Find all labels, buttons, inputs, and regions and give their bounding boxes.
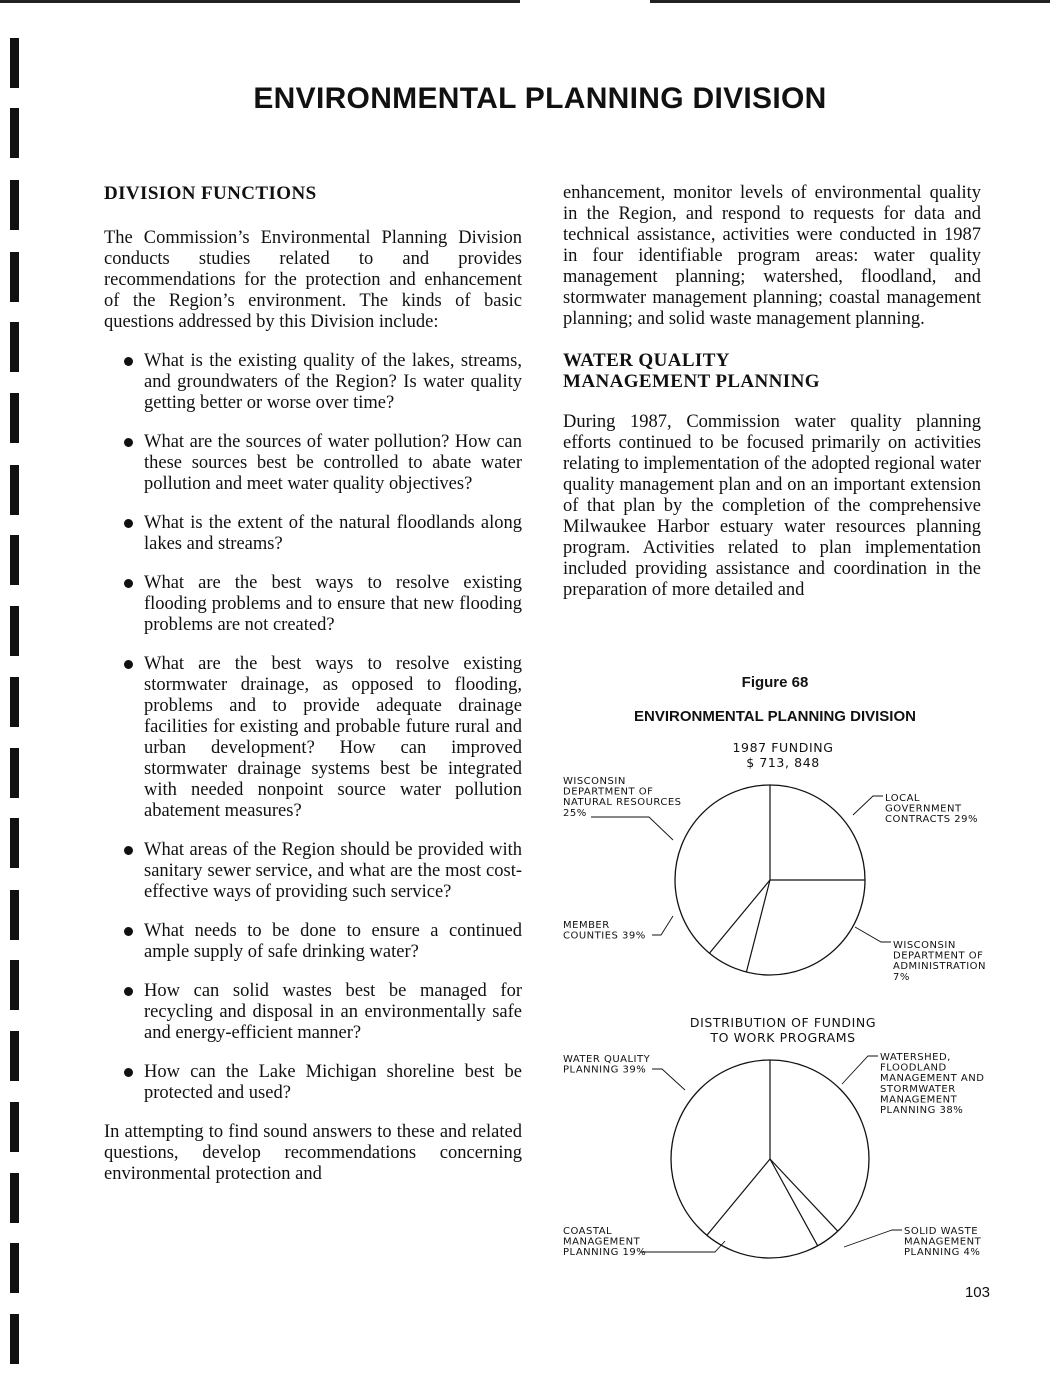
top-edge-scan-line xyxy=(0,0,520,3)
list-item-text: What is the existing quality of the lakes, streams, and groundwaters of the Region? Is water quality getting better or worse over time? xyxy=(144,351,522,413)
chart-title: DISTRIBUTION OF FUNDING xyxy=(689,1015,877,1030)
binding-mark xyxy=(10,393,19,443)
chart-subtitle: TO WORK PROGRAMS xyxy=(710,1030,856,1045)
pie-slice-label: LOCAL GOVERNMENT CONTRACTS 29% xyxy=(885,793,978,826)
binding-mark xyxy=(10,818,19,868)
list-item-text: How can the Lake Michigan shoreline best be protected and used? xyxy=(144,1062,522,1103)
list-item xyxy=(104,981,522,1044)
intro-paragraph: The Commission’s Environmental Planning Division conducts studies related to and provides recommendations for the protection and enhancement of the Region’s environment. The kinds of basic questions addressed by this Division include: xyxy=(104,228,522,332)
figure-number: Figure 68 xyxy=(741,674,809,691)
binding-mark xyxy=(10,1243,19,1293)
list-item-text: What needs to be done to ensure a continued ample supply of safe drinking water? xyxy=(144,921,522,962)
list-item xyxy=(104,921,522,963)
chart-title: 1987 FUNDING xyxy=(732,740,834,755)
closing-paragraph: In attempting to find sound answers to these and related questions, develop recommendations concerning environmental protection and xyxy=(104,1122,522,1184)
binding-mark xyxy=(10,180,19,230)
binding-mark xyxy=(10,890,19,940)
list-item-text: What are the best ways to resolve existing flooding problems and to ensure that new flooding problems are not created? xyxy=(144,573,522,635)
leader-line xyxy=(652,916,673,935)
heading-line: MANAGEMENT PLANNING xyxy=(563,371,820,392)
binding-mark xyxy=(10,1102,19,1152)
list-item-text: What is the extent of the natural floodlands along lakes and streams? xyxy=(144,513,522,554)
leader-line xyxy=(842,1056,878,1084)
pie-slice-label: COASTAL MANAGEMENT PLANNING 19% xyxy=(563,1226,647,1259)
binding-mark xyxy=(10,677,19,727)
top-edge-scan-line xyxy=(650,0,1050,3)
pie-slice-label: WATERSHED, FLOODLAND MANAGEMENT AND STORMWATER MANAGEMENT PLANNING 38% xyxy=(880,1052,985,1116)
binding-mark xyxy=(10,38,19,88)
bullet-icon xyxy=(124,927,133,936)
pie-slice-label: WISCONSIN DEPARTMENT OF NATURAL RESOURCES 25% xyxy=(563,776,682,819)
list-item xyxy=(104,351,522,414)
right-column xyxy=(563,183,981,601)
pie-slice-label: WISCONSIN DEPARTMENT OF ADMINISTRATION 7% xyxy=(893,940,987,983)
binding-mark xyxy=(10,535,19,585)
pie-slice-label: MEMBER COUNTIES 39% xyxy=(563,920,646,942)
page-title: ENVIRONMENTAL PLANNING DIVISION xyxy=(253,82,827,115)
list-item-text: What are the best ways to resolve existing stormwater drainage, as opposed to flooding, problems and to provide adequate drainage facilities for existing and probable future rural and urban development? How can improved stormwater drainage systems best be integrated with needed nonpoint source water pollution abatement measures? xyxy=(144,654,522,821)
water-quality-heading xyxy=(563,350,981,392)
bullet-icon xyxy=(124,357,133,366)
list-item xyxy=(104,513,522,555)
list-item-text: What are the sources of water pollution? How can these sources best be controlled to abate water pollution and meet water quality objectives? xyxy=(144,432,522,494)
bullet-icon xyxy=(124,660,133,669)
left-column xyxy=(104,183,522,1185)
figure-title: ENVIRONMENTAL PLANNING DIVISION xyxy=(634,708,916,725)
binding-mark xyxy=(10,322,19,372)
question-list xyxy=(104,351,522,1104)
chart-subtitle: $ 713, 848 xyxy=(746,755,820,770)
list-item xyxy=(104,1062,522,1104)
bullet-icon xyxy=(124,579,133,588)
binding-mark xyxy=(10,1173,19,1223)
binding-mark xyxy=(10,252,19,302)
leader-line xyxy=(591,817,673,840)
leader-line xyxy=(844,1230,902,1247)
leader-line xyxy=(652,1069,685,1090)
binding-mark xyxy=(10,606,19,656)
leader-line xyxy=(855,927,891,942)
water-quality-paragraph: During 1987, Commission water quality planning efforts continued to be focused primarily on activities relating to implementation of the adopted regional water quality management plan and on an important extension of that plan by the completion of the comprehensive Milwaukee Harbor estuary water resources planning program. Activities related to plan implementation included providing assistance and coordination in the preparation of more detailed and xyxy=(563,412,981,600)
bullet-icon xyxy=(124,987,133,996)
continuation-paragraph: enhancement, monitor levels of environmental quality in the Region, and respond to requests for data and technical assistance, activities were conducted in 1987 in four identifiable program areas: water quality management planning; watershed, floodland, and stormwater management planning; coastal management planning; and solid waste management planning. xyxy=(563,183,981,329)
list-item xyxy=(104,840,522,903)
pie-slice-label: WATER QUALITY PLANNING 39% xyxy=(563,1054,651,1076)
pie-charts xyxy=(555,672,995,1292)
list-item xyxy=(104,432,522,495)
page-number: 103 xyxy=(964,1284,990,1301)
list-item xyxy=(104,654,522,822)
leader-line xyxy=(853,796,883,815)
binding-mark xyxy=(10,960,19,1010)
binding-mark xyxy=(10,1314,19,1364)
bullet-icon xyxy=(124,519,133,528)
pie-slice-boundary xyxy=(707,1159,770,1235)
list-item xyxy=(104,573,522,636)
leader-line xyxy=(640,1241,725,1252)
bullet-icon xyxy=(124,846,133,855)
binding-mark xyxy=(10,748,19,798)
heading-line: WATER QUALITY xyxy=(563,350,730,371)
pie-slice-label: SOLID WASTE MANAGEMENT PLANNING 4% xyxy=(904,1226,982,1259)
list-item-text: What areas of the Region should be provided with sanitary sewer service, and what are the most cost-effective ways of providing such service? xyxy=(144,840,522,902)
binding-mark xyxy=(10,1031,19,1081)
bullet-icon xyxy=(124,1068,133,1077)
division-functions-heading: DIVISION FUNCTIONS xyxy=(104,183,317,204)
binding-mark xyxy=(10,465,19,515)
bullet-icon xyxy=(124,438,133,447)
list-item-text: How can solid wastes best be managed for recycling and disposal in an environmentally safe and energy-efficient manner? xyxy=(144,981,522,1043)
figure-68 xyxy=(555,672,995,1292)
